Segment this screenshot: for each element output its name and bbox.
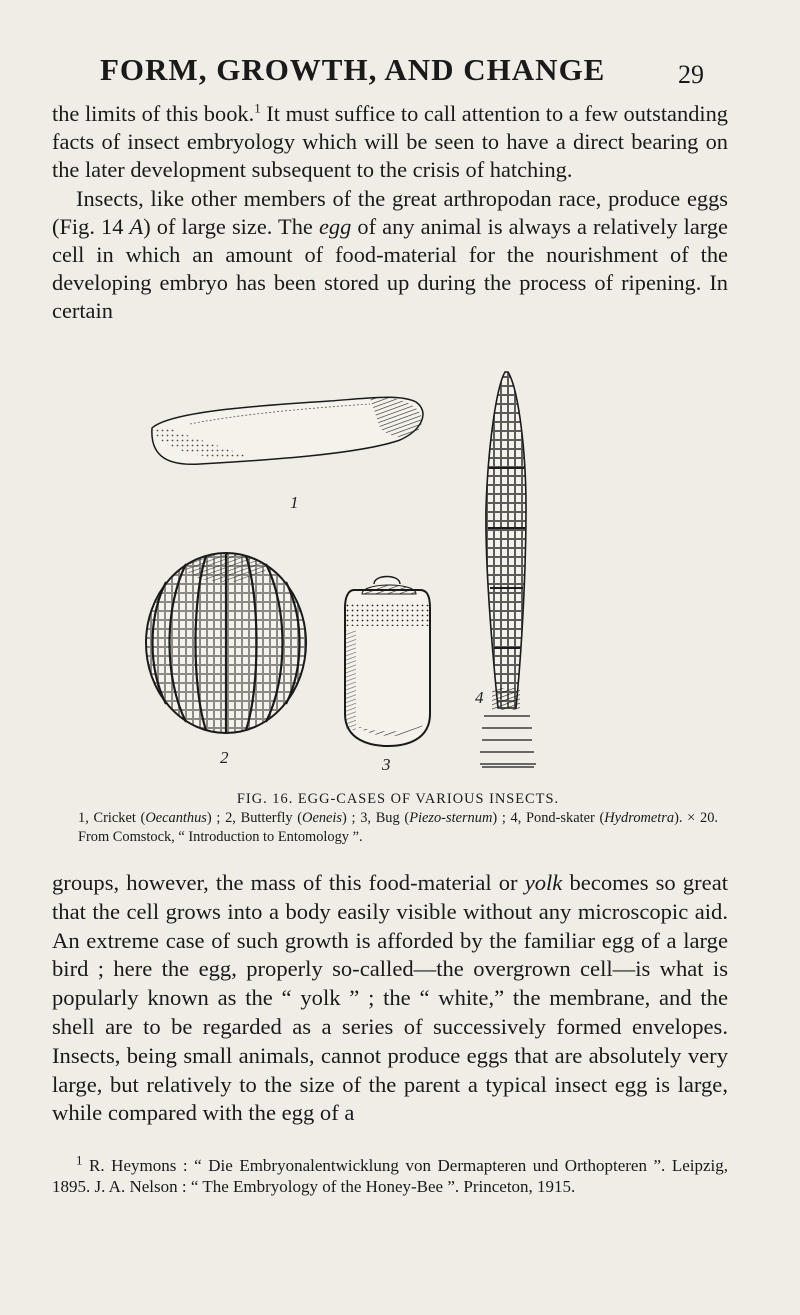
butterfly-egg [146,553,306,733]
caption-title: FIG. 16. EGG-CASES OF VARIOUS INSECTS. [236,791,560,807]
figure-label-4: 4 [475,688,484,707]
paragraph-1: the limits of this book.$^1$ It must suffice to call attention to a few outstanding facts of insect embryology which will be seen to have a direct bearing on the later development subsequent to the crisis of hatching. [52,100,728,183]
egg-cases-illustration [130,368,690,788]
cricket-egg [152,397,423,464]
top-text-block [52,100,728,326]
paragraph-2: Insects, like other members of the great arthropodan race, produce eggs (Fig. 14 A) of large size. The egg of any animal is always a relatively large cell in which an amount of food-material for the nourishment of the developing embryo has been stored up during the process of ripening. In certain [52,185,728,324]
figure-label-3: 3 [382,755,391,774]
paragraph-3: groups, however, the mass of this food-material or yolk becomes so great that the cell grows into a body easily visible without any microscopic aid. An extreme case of such growth is afforded by the familiar egg of a large bird ; here the egg, properly so-called—the overgrown cell—is what is popularly known as the “ yolk ” ; the “ white,” the membrane, and the shell are to be regarded as a series of successively formed envelopes. Insects, being small animals, cannot produce eggs that are absolutely very large, but relatively to the size of the parent a typical insect egg is large, while compared with the egg of a [52,870,729,1126]
figure-label-1: 1 [290,493,299,512]
pond-skater-egg [480,372,536,767]
footnote-ref: 1 [254,100,261,116]
running-head: FORM, GROWTH, AND CHANGE [100,52,606,87]
figure-caption: FIG. 16. EGG-CASES OF VARIOUS INSECTS. 1, Cricket (Oecanthus) ; 2, Butterfly (Oeneis) ; 3, Bug (Piezo-sternum) ; 4, Pond-skater (Hydrometra). × 20. From Comstock, “ Introduction to Entomology ”. [78,791,718,845]
figure-label-2: 2 [220,748,229,767]
page-number: 29 [678,60,704,89]
bug-egg [345,577,430,747]
bottom-text-block [52,869,728,1128]
footnote: $^1$ R. Heymons : “ Die Embryonalentwicklung von Dermapteren und Orthopteren ”. Leipzig, 1895. J. A. Nelson : “ The Embryology of the Honey-Bee ”. Princeton, 1915. [52,1152,728,1197]
figure-egg-cases [130,368,690,788]
footnote-mark: 1 [76,1152,83,1168]
